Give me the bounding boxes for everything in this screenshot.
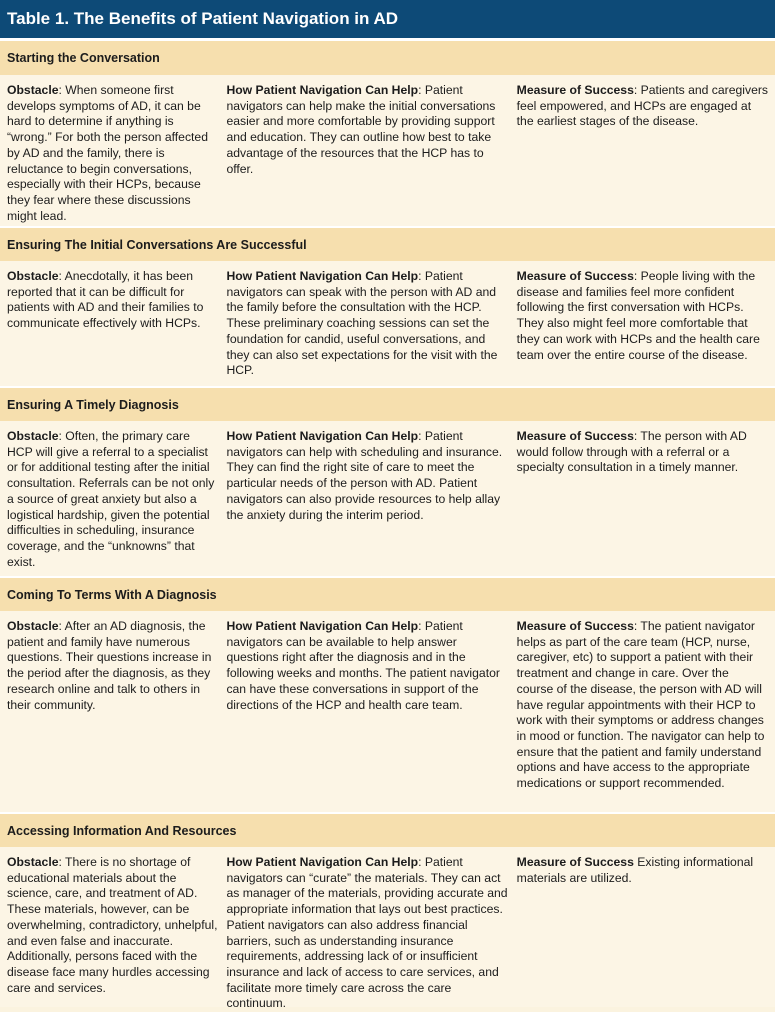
table-row [0,75,775,228]
measure-cell [517,429,768,576]
measure-text: : People living with the disease and families feel more confident following the first conversation with HCPs. They also might feel more comfortable that they can work with HCPs and the health care team over the entire course of the disease. [516,269,760,362]
table-row [0,611,775,814]
help-text: : Patient navigators can be available to help answer questions right after the diagnosis and in the following weeks and months. The patient navigator can have these conversations in support of the directions of the HCP and health care team. [226,619,500,712]
help-cell [226,855,510,1011]
help-text: : Patient navigators can help with scheduling and insurance. They can find the right site of care to meet the particular needs of the person with AD. Patient navigators can also provide resources to help allay the anxiety during the interim period. [226,429,503,522]
measure-label: Measure of Success [516,429,634,443]
help-label: How Patient Navigation Can Help [226,619,419,633]
measure-cell [517,269,768,386]
obstacle-text: : Often, the primary care HCP will give a referral to a specialist or for additional testing after the initial consultation. Referrals can be not only a source of great anxiety but also a logistical hardship, given the potential difficulties in scheduling, insurance coverage, and the “unknowns” that exist. [7,429,215,569]
measure-text: : The patient navigator helps as part of the care team (HCP, nurse, caregiver, etc) to support a patient with their treatment and change in care. Over the course of the disease, the person with AD will have regular appointments with their HCP to work with their symptoms or address changes in mood or function. The navigator can help to ensure that the patient and family understand options and have access to the appropriate medications or support recommended. [516,619,765,791]
table-row [0,847,775,1011]
obstacle-text: : After an AD diagnosis, the patient and family have numerous questions. Their questions increase in the period after the diagnosis, as they research online and talk to others in their community. [7,619,212,712]
section-heading: Ensuring A Timely Diagnosis [0,388,775,421]
measure-label: Measure of Success [516,269,634,283]
help-cell [226,619,510,812]
obstacle-label: Obstacle [7,855,59,869]
measure-text: : The person with AD would follow through with a referral or a specialty consultation in a timely manner. [516,429,747,475]
measure-cell [517,83,768,226]
measure-text: : Patients and caregivers feel empowered, and HCPs are engaged at the earliest stages of the disease. [516,83,769,129]
measure-cell [517,619,768,812]
section-heading: Starting the Conversation [0,41,775,75]
help-cell [226,269,510,386]
obstacle-cell [7,269,218,386]
help-text: : Patient navigators can help make the initial conversations easier and more comfortable by providing support and education. They can outline how best to take advantage of the resources that the HCP has to offer. [226,83,496,176]
help-cell [226,83,510,226]
obstacle-cell [7,855,218,1007]
help-text: : Patient navigators can speak with the person with AD and the family before the consultation with the HCP. These preliminary coaching sessions can set the foundation for candid, useful conversations, and they can also set expectations for the visit with the HCP. [226,269,498,378]
obstacle-label: Obstacle [7,269,59,283]
measure-cell [517,855,768,1007]
help-label: How Patient Navigation Can Help [226,83,419,97]
measure-label: Measure of Success [516,619,634,633]
measure-text: Existing informational materials are utilized. [516,855,754,885]
help-cell [226,429,510,576]
table-row [0,261,775,388]
obstacle-cell [7,619,218,812]
table-title: Table 1. The Benefits of Patient Navigation in AD [0,0,775,41]
help-label: How Patient Navigation Can Help [226,429,419,443]
section-heading: Accessing Information And Resources [0,814,775,847]
section-heading: Ensuring The Initial Conversations Are Successful [0,228,775,261]
obstacle-label: Obstacle [7,619,59,633]
table-row [0,421,775,578]
help-label: How Patient Navigation Can Help [226,855,419,869]
obstacle-label: Obstacle [7,83,59,97]
obstacle-label: Obstacle [7,429,59,443]
obstacle-text: : There is no shortage of educational materials about the science, care, and treatment of AD. These materials, however, can be overwhelming, contradictory, unhelpful, and even false and inaccurate. Additionally, persons faced with the disease face many hurdles accessing care and services. [7,855,218,995]
help-label: How Patient Navigation Can Help [226,269,419,283]
measure-label: Measure of Success [516,855,634,869]
measure-label: Measure of Success [516,83,634,97]
help-text: : Patient navigators can “curate” the materials. They can act as manager of the materials, providing accurate and appropriate information that lays out best practices. Patient navigators can also address financial barriers, such as understanding insurance requirements, addressing lack of or insufficient insurance and lack of access to care services, and facilitate more timely care across the care continuum. [226,855,508,1011]
obstacle-cell [7,83,218,226]
obstacle-cell [7,429,218,576]
section-heading: Coming To Terms With A Diagnosis [0,578,775,611]
obstacle-text: : When someone first develops symptoms of AD, it can be hard to determine if anything is “wrong.” For both the person affected by AD and the family, there is reluctance to begin conversations, especially with their HCPs, because they fear where these discussions might lead. [7,83,208,223]
obstacle-text: : Anecdotally, it has been reported that it can be difficult for patients with AD and their families to communicate effectively with HCPs. [7,269,204,331]
